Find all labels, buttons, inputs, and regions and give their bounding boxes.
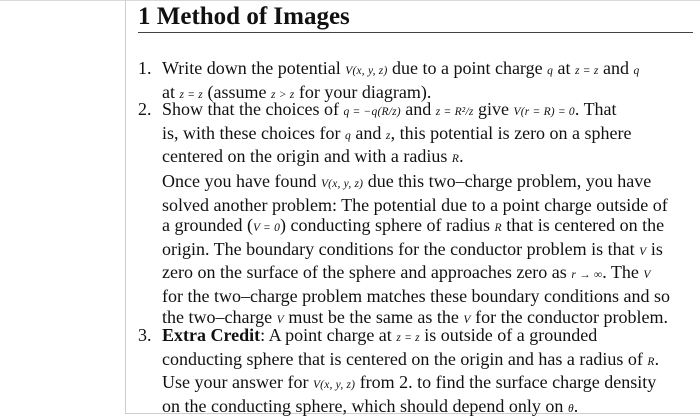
math-expression: V — [639, 245, 647, 258]
text-line — [162, 171, 692, 195]
math-expression: V(x, y, z) — [320, 178, 364, 190]
text-run: due to a point charge — [387, 58, 548, 78]
page-left-border — [125, 0, 126, 414]
text-line — [162, 262, 692, 286]
text-line — [162, 123, 692, 147]
math-expression: V — [463, 313, 471, 326]
text-run: solved another problem: The potential due to a point charge outside of — [162, 194, 668, 215]
item-3-paragraph — [162, 325, 692, 419]
section-heading: 1 Method of Images — [138, 3, 350, 30]
text-run: for your diagram). — [294, 81, 432, 102]
text-run: at — [553, 58, 576, 78]
math-expression: V — [643, 269, 651, 282]
item-2-number: 2. — [138, 99, 152, 119]
math-expression: q — [633, 65, 640, 77]
text-line — [162, 372, 692, 396]
text-run: must be the same as the — [283, 306, 464, 327]
text-run: . The — [602, 262, 644, 283]
item-2-paragraph — [162, 99, 692, 170]
text-run: . — [654, 348, 660, 369]
math-expression: q — [547, 65, 554, 77]
text-run: for the two–charge problem matches these boundary conditions and so — [162, 285, 671, 306]
math-expression: R — [451, 153, 460, 166]
text-run: a grounded ( — [162, 215, 253, 236]
math-expression: q — [344, 129, 351, 142]
text-run: ) conducting sphere of radius — [280, 215, 495, 236]
text-run: centered on the origin and with a radius — [162, 146, 452, 167]
bold-label: Extra Credit — [162, 325, 261, 345]
math-expression: V(x, y, z) — [312, 379, 356, 392]
text-run: (assume — [202, 81, 271, 102]
text-run: origin. The boundary conditions for the conductor problem is that — [162, 238, 640, 259]
text-run: . That — [574, 99, 617, 119]
math-expression: z = z — [575, 65, 599, 77]
text-run: Use your answer for — [162, 372, 313, 393]
text-run: give — [473, 99, 514, 119]
text-run: due this two–charge problem, you have — [363, 171, 652, 191]
heading-underline — [138, 32, 693, 33]
math-expression: z — [385, 129, 391, 142]
math-expression: R — [647, 355, 655, 368]
math-expression: V = 0 — [252, 222, 281, 235]
page-top-border — [0, 0, 700, 1]
text-run: Write down the potential — [162, 58, 346, 78]
text-run: Show that the choices of — [162, 99, 344, 119]
text-run: is — [646, 238, 663, 259]
text-run: zero on the surface of the sphere and approaches zero as — [162, 262, 572, 283]
text-line — [162, 286, 692, 307]
text-run: is outside of a grounded — [419, 325, 598, 345]
item-2-followup-paragraph — [162, 171, 692, 330]
text-run: , this potential is zero on a sphere — [390, 122, 632, 143]
text-run: at — [162, 81, 180, 102]
text-run: on the conducting sphere, which should depend only on — [162, 395, 568, 416]
math-expression: z = R²/z — [435, 106, 474, 118]
math-expression: θ — [567, 402, 574, 415]
text-line — [162, 396, 692, 419]
text-run: Once you have found — [162, 171, 321, 191]
math-expression: R — [494, 222, 502, 235]
math-expression: r → ∞ — [571, 269, 603, 282]
text-line — [162, 239, 692, 263]
text-line — [162, 325, 692, 349]
item-3-number: 3. — [138, 325, 152, 345]
text-run: conducting sphere that is centered on the origin and has a radius of — [162, 348, 648, 369]
math-expression: z > z — [270, 88, 295, 101]
text-line — [162, 99, 692, 123]
math-expression: z = z — [179, 88, 203, 101]
text-line — [162, 146, 692, 170]
math-expression: q = −q(R/z) — [343, 106, 401, 118]
text-line — [162, 215, 692, 239]
text-run: . — [459, 146, 464, 167]
item-1-number: 1. — [138, 58, 152, 78]
math-expression: V — [276, 313, 284, 326]
text-run: . — [573, 395, 579, 416]
text-line — [162, 58, 692, 82]
text-run: and — [350, 122, 386, 143]
math-expression: z = z — [396, 332, 420, 344]
text-run: for the conductor problem. — [470, 306, 669, 327]
text-run: is, with these choices for — [162, 122, 345, 143]
text-line — [162, 195, 692, 216]
text-run: that is centered on the — [501, 215, 665, 236]
text-run: from 2. to find the surface charge density — [355, 372, 657, 393]
text-line — [162, 349, 692, 373]
text-run: the two–charge — [162, 306, 277, 327]
text-run: and — [400, 99, 436, 119]
math-expression: V(r = R) = 0 — [513, 106, 575, 118]
math-expression: V(x, y, z) — [345, 65, 388, 77]
text-run: : A point charge at — [260, 325, 397, 345]
text-run: and — [598, 58, 634, 78]
